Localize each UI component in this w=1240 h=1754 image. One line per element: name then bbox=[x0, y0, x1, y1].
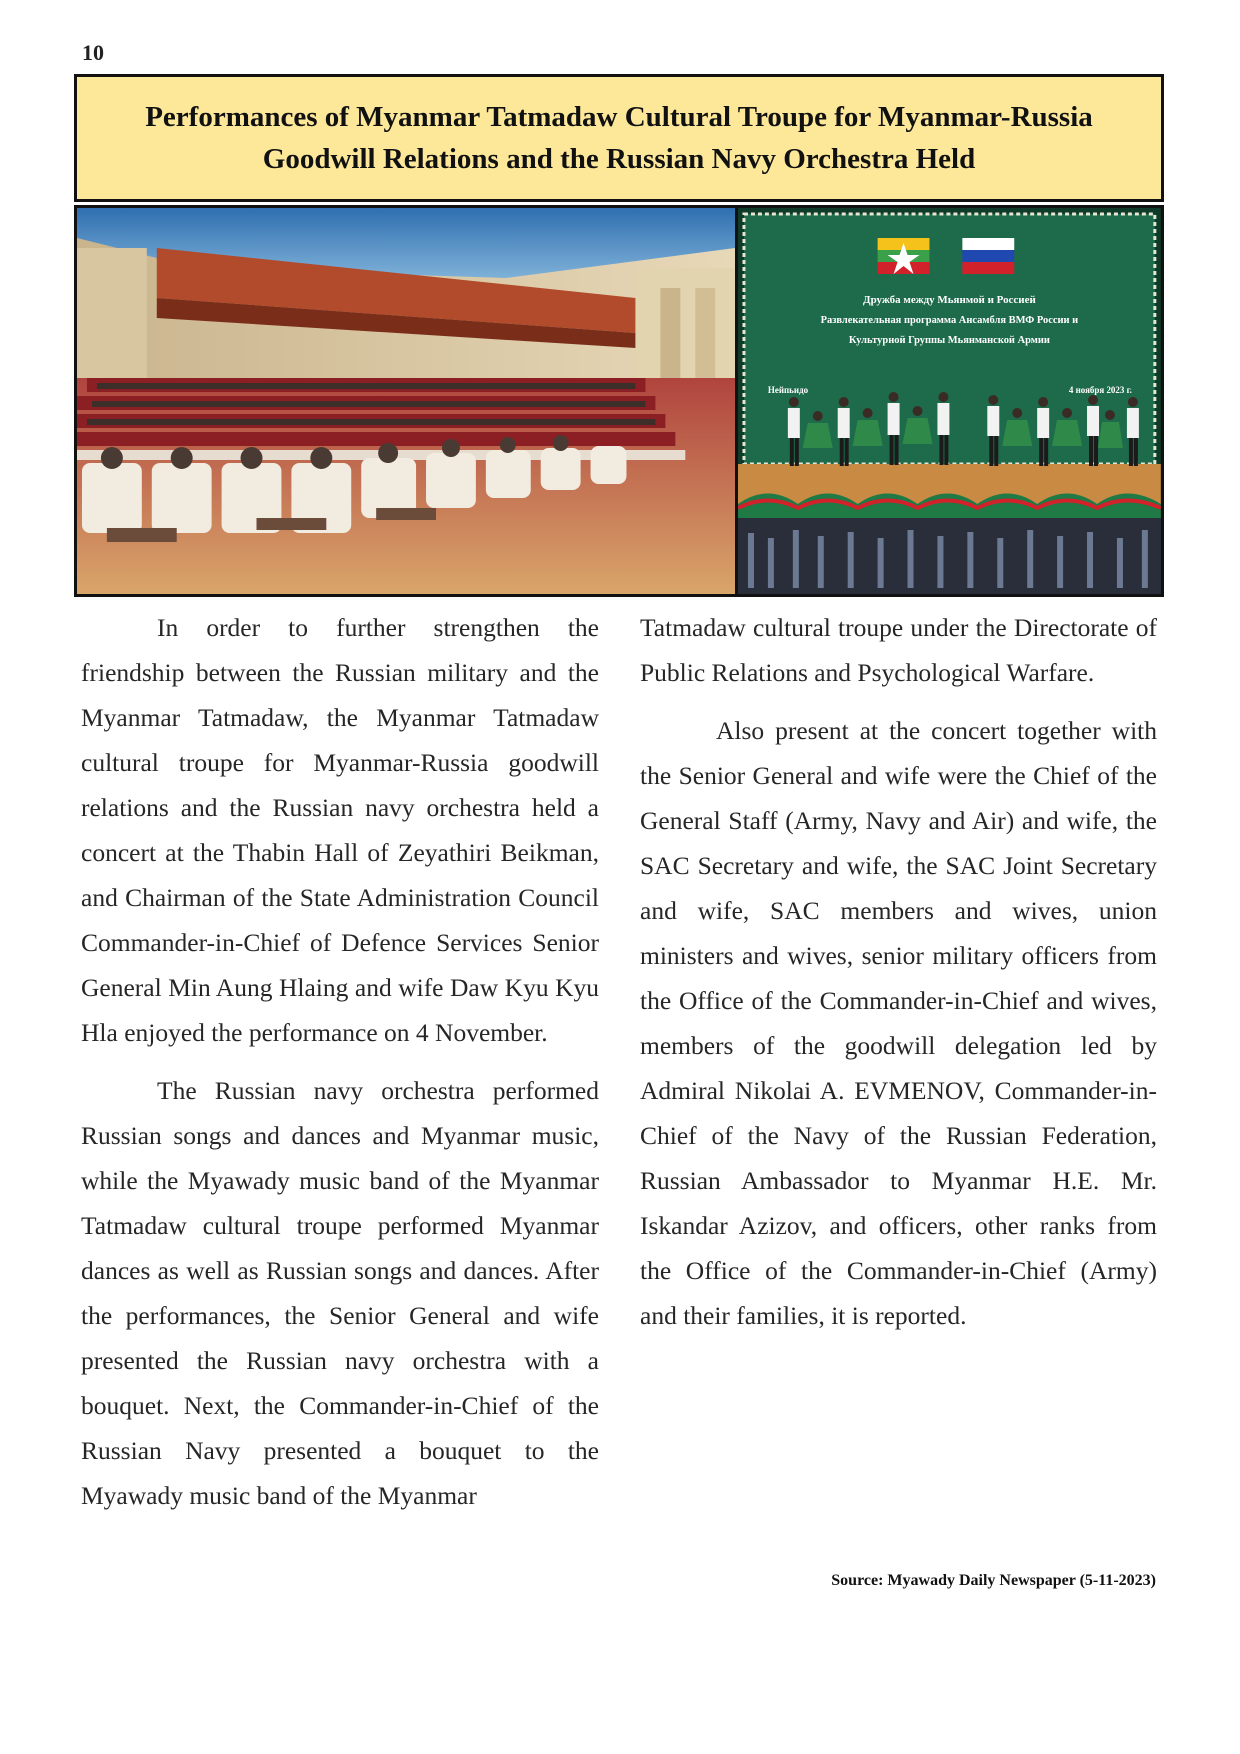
source-citation: Source: Myawady Daily Newspaper (5-11-2023) bbox=[831, 1572, 1156, 1589]
banner-line-2: Развлекательная программа Ансамбля ВМФ России и bbox=[820, 314, 1079, 327]
article-column-left bbox=[81, 605, 599, 1531]
article-title-line-1: Performances of Myanmar Tatmadaw Cultural Troupe for Myanmar-Russia bbox=[145, 101, 1093, 133]
article-title-box bbox=[74, 74, 1164, 202]
banner-place: Нейпьидо bbox=[768, 384, 809, 396]
article-title-line-2: Goodwill Relations and the Russian Navy Orchestra Held bbox=[262, 143, 976, 175]
audience-hall-photo bbox=[77, 208, 735, 594]
russia-flag-icon bbox=[963, 238, 1015, 274]
article-paragraph: The Russian navy orchestra performed Russian songs and dances and Myanmar music, while the Myawady music band of the Myanmar Tatmadaw cultural troupe performed Myanmar dances as well as Russian songs and dances. After the performances, the Senior General and wife presented the Russian navy orchestra with a bouquet. Next, the Commander-in-Chief of the Russian Navy presented a bouquet to the Myawady music band of the Myanmar bbox=[81, 1076, 599, 1510]
article-paragraph: Tatmadaw cultural troupe under the Directorate of Public Relations and Psychological Warfare. bbox=[640, 613, 1157, 687]
photo-strip bbox=[74, 205, 1164, 597]
banner-line-1: Дружба между Мьянмой и Россией bbox=[863, 293, 1036, 307]
article-paragraph: Also present at the concert together with the Senior General and wife were the Chief of the General Staff (Army, Navy and Air) and wife, the SAC Secretary and wife, the SAC Joint Secretary and wife, SAC members and wives, union ministers and wives, senior military officers from the Office of the Commander-in-Chief and wives, members of the goodwill delegation led by Admiral Nikolai A. EVMENOV, Commander-in- Chief of the Navy of the Russian Federation, Russian Ambassador to Myanmar H.E. Mr. Iskandar Azizov, and officers, other ranks from the Office of the Commander-in-Chief (Army) and their families, it is reported. bbox=[640, 716, 1157, 1330]
myanmar-flag-icon bbox=[878, 238, 930, 274]
article-column-right bbox=[640, 605, 1157, 1351]
audience-hall-image bbox=[77, 208, 735, 594]
banner-line-3: Культурной Группы Мьянманской Армии bbox=[849, 334, 1051, 347]
banner-date: 4 ноября 2023 г. bbox=[1069, 384, 1133, 396]
page-number: 10 bbox=[82, 40, 104, 65]
stage-performance-image bbox=[738, 208, 1161, 594]
article-paragraph: In order to further strengthen the friendship between the Russian military and the Myanmar Tatmadaw, the Myanmar Tatmadaw cultural troupe for Myanmar-Russia goodwill relations and the Russian navy orchestra held a concert at the Thabin Hall of Zeyathiri Beikman, and Chairman of the State Administration Council Commander-in-Chief of Defence Services Senior General Min Aung Hlaing and wife Daw Kyu Kyu Hla enjoyed the performance on 4 November. bbox=[81, 613, 599, 1047]
stage-performance-photo bbox=[735, 208, 1161, 594]
